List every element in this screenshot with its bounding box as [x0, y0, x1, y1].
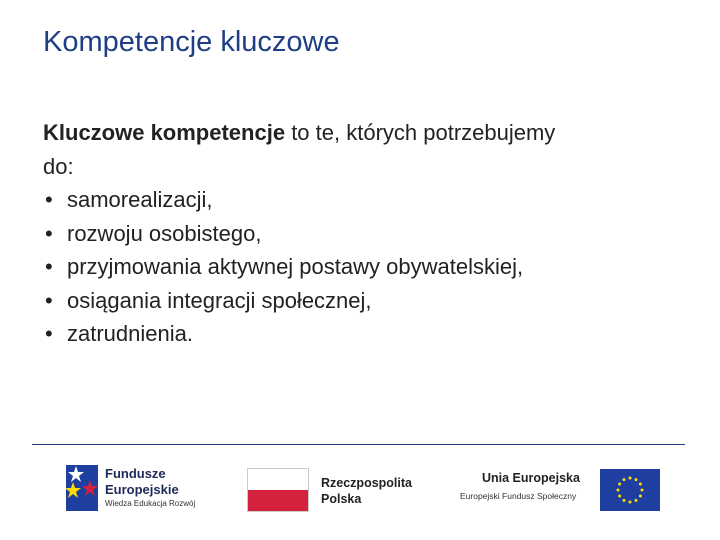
- intro-line-continued: do:: [43, 153, 74, 179]
- bullet-item: [43, 284, 683, 318]
- intro-line: [43, 116, 683, 150]
- rzeczpospolita-polska-logo: [247, 468, 427, 512]
- bullet-icon: •: [45, 187, 53, 212]
- intro-rest: to te, których potrzebujemy: [285, 120, 556, 145]
- fundusze-line2: Europejskie: [105, 482, 179, 497]
- bullet-item: [43, 183, 683, 217]
- fundusze-europejskie-icon: [64, 462, 100, 514]
- bullet-icon: •: [45, 254, 53, 279]
- slide-title: Kompetencje kluczowe: [43, 26, 340, 58]
- footer-divider: [32, 444, 685, 445]
- bullet-text: przyjmowania aktywnej postawy obywatelskiej,: [67, 254, 524, 279]
- eu-flag-icon: [600, 469, 660, 511]
- unia-line2: Europejski Fundusz Społeczny: [460, 491, 577, 501]
- rzeczpospolita-line1: Rzeczpospolita: [321, 476, 412, 490]
- bullet-item: [43, 250, 683, 284]
- bullet-icon: •: [45, 321, 53, 346]
- bullet-list: [43, 183, 683, 351]
- bullet-item: [43, 217, 683, 251]
- fundusze-line3: Wiedza Edukacja Rozwój: [105, 499, 196, 508]
- intro-bold: Kluczowe kompetencje: [43, 120, 286, 145]
- unia-line1: Unia Europejska: [482, 471, 580, 485]
- bullet-text: rozwoju osobistego,: [67, 220, 262, 246]
- polish-flag-icon: [247, 468, 309, 512]
- rzeczpospolita-line2: Polska: [321, 492, 362, 506]
- bullet-icon: •: [45, 220, 53, 246]
- unia-europejska-logo: [458, 468, 663, 512]
- bullet-text: osiągania integracji społecznej,: [67, 287, 372, 313]
- fundusze-europejskie-logo: [64, 462, 244, 514]
- bullet-text: samorealizacji,: [67, 187, 213, 212]
- bullet-icon: •: [45, 287, 53, 313]
- fundusze-line1: Fundusze: [105, 466, 166, 481]
- slide-body: [43, 116, 683, 351]
- bullet-item: [43, 317, 683, 351]
- bullet-text: zatrudnienia.: [67, 321, 193, 346]
